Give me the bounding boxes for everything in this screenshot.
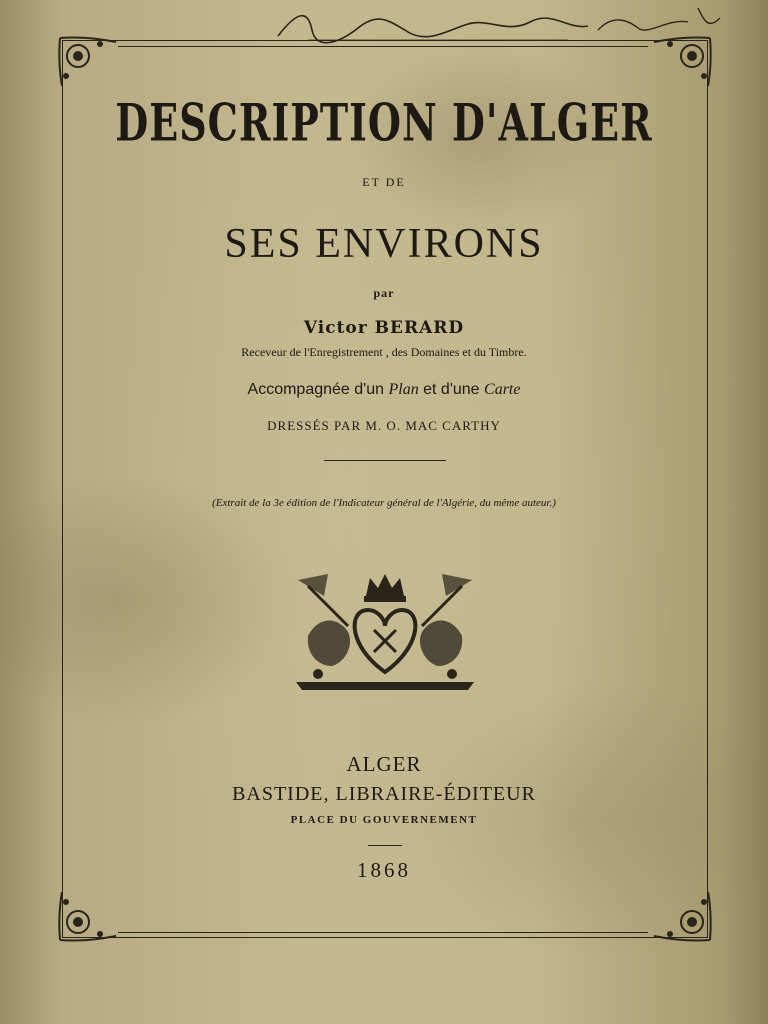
corner-ornament-icon — [56, 34, 120, 90]
accompaniment-prefix: Accompagnée d'un — [247, 381, 389, 398]
publisher-address: PLACE DU GOUVERNEMENT — [290, 814, 478, 826]
extract-note: (Extrait de la 3e édition de l'Indicateur général de l'Algérie, du même auteur.) — [212, 497, 556, 509]
publication-city: ALGER — [346, 752, 422, 776]
top-rule — [118, 46, 648, 47]
publication-year: 1868 — [357, 858, 411, 882]
accompaniment-middle: et d'une — [418, 381, 485, 398]
bottom-rule — [118, 932, 648, 933]
royal-coat-of-arms-icon — [288, 566, 482, 696]
by-word: par — [373, 286, 395, 300]
separator-rule-short — [368, 845, 402, 846]
separator-rule — [324, 460, 446, 461]
title-secondary: SES ENVIRONS — [224, 221, 544, 267]
corner-ornament-icon — [650, 34, 714, 90]
accompaniment-plan: Plan — [388, 381, 419, 398]
author-name: Victor BERARD — [303, 318, 465, 338]
accompaniment-line — [0, 381, 768, 399]
title-main: DESCRIPTION D'ALGER — [115, 92, 653, 153]
publisher-name: BASTIDE, LIBRAIRE-ÉDITEUR — [232, 783, 536, 805]
accompaniment-map: Carte — [484, 381, 521, 398]
title-connector: ET DE — [362, 175, 406, 189]
author-role: Receveur de l'Enregistrement , des Domaines et du Timbre. — [241, 345, 527, 359]
corner-ornament-icon — [650, 888, 714, 944]
drawn-by: DRESSÉS PAR M. O. MAC CARTHY — [267, 418, 501, 433]
corner-ornament-icon — [56, 888, 120, 944]
